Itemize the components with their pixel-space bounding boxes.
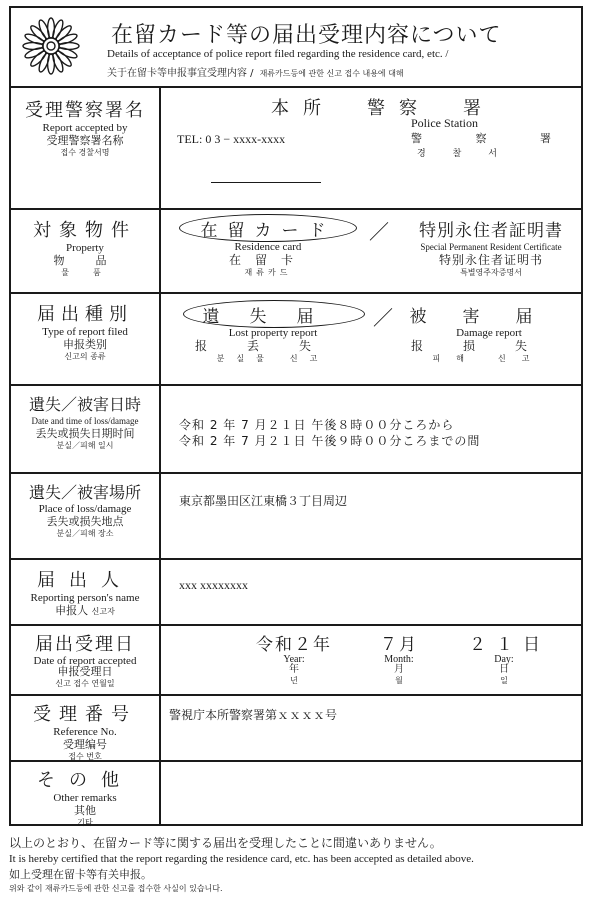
option-damage-report: [401, 302, 577, 365]
label-korean: 분실／피해 일시: [56, 441, 114, 450]
label-japanese: 届出種別: [37, 304, 133, 324]
label-japanese: その他: [37, 770, 133, 790]
option-english: Special Permanent Resident Certificate: [420, 242, 562, 252]
signature-line: [211, 182, 321, 183]
option-english: Lost property report: [228, 327, 318, 339]
label-korean: 기타: [77, 818, 93, 827]
option-korean: 피해 신고: [432, 354, 546, 363]
label-english: Date of report accepted: [33, 655, 137, 667]
label-chinese: 申报类别: [63, 338, 107, 351]
telephone-number: TEL: 0 3 − xxxx-xxxx: [177, 132, 286, 146]
property-row: [11, 210, 581, 294]
label-chinese: 物 品: [53, 254, 117, 267]
reporter-name: xxx xxxxxxxx: [179, 578, 248, 592]
label-english: Date and time of loss/damage: [31, 416, 139, 426]
acceptance-month: [369, 630, 429, 686]
loss-datetime-label: [11, 386, 161, 472]
option-chinese: 报损失: [410, 339, 567, 353]
other-remarks-value: [161, 762, 581, 824]
option-separator: ／: [373, 308, 393, 330]
datetime-until: 令和 2 年 7 月２１日 午後９時００分ころまでの間: [179, 434, 481, 448]
property-label: [11, 210, 161, 292]
month-english: Month:: [384, 654, 414, 665]
option-korean: 분실물 신고: [216, 354, 330, 363]
reference-number-value: [161, 696, 581, 760]
option-japanese: 特別永住者証明書: [419, 221, 563, 240]
label-japanese: 受理番号: [33, 704, 137, 724]
day-english: Day:: [494, 654, 514, 665]
chrysanthemum-crest-icon: [21, 16, 81, 76]
reporter-value: [161, 560, 581, 624]
label-english: Reference No.: [53, 726, 117, 738]
report-type-row: [11, 294, 581, 386]
option-korean: 특별영주자증명서: [460, 268, 522, 277]
label-japanese: 届出受理日: [35, 634, 135, 654]
label-chinese: 丢失或损失日期时间: [35, 427, 135, 440]
form-title-english: Details of acceptance of police report filed regarding the residence card, etc. /: [107, 48, 449, 60]
label-chinese-korean: [11, 604, 159, 618]
label-english: Other remarks: [53, 792, 117, 804]
option-english: Damage report: [456, 327, 522, 339]
day-chinese: 日: [499, 664, 509, 675]
option-english: Residence card: [234, 241, 302, 253]
option-japanese: 被害届: [409, 307, 569, 326]
certification-statement: [9, 834, 583, 896]
police-station-label: [11, 86, 161, 208]
label-korean: 접수 경찰서명: [60, 148, 110, 157]
form-title-chinese: 关于在留卡等申报事宜受理内容 /: [107, 68, 254, 79]
loss-place-address: 東京都墨田区江東橋３丁目周辺: [179, 494, 348, 508]
reporter-label: [11, 560, 161, 624]
label-korean: 신고자: [91, 607, 115, 616]
statement-chinese: 如上受理在留卡等有关申报。: [9, 868, 152, 881]
year-chinese: 年: [289, 664, 299, 675]
form-title-korean: 재류카드등에 관한 신고 접수 내용에 대해: [259, 69, 404, 78]
reference-number-label: [11, 696, 161, 760]
label-chinese: 丢失或损失地点: [46, 515, 124, 528]
year-value: 令和２年: [256, 635, 332, 654]
option-chinese: 在留卡: [228, 253, 307, 267]
label-english: Place of loss/damage: [38, 503, 132, 515]
option-special-permanent-resident: [401, 216, 581, 279]
other-remarks-label: [11, 762, 161, 827]
statement-japanese: 以上のとおり、在留カード等に関する届出を受理したことに間違いありません。: [9, 836, 442, 850]
year-english: Year:: [283, 654, 305, 665]
label-korean: 분실／피해 장소: [56, 529, 114, 538]
label-japanese: 届出人: [37, 570, 133, 590]
label-korean: 접수 번호: [68, 752, 102, 761]
police-station-name: 本所 警察 署: [271, 98, 495, 118]
loss-place-row: [11, 474, 581, 560]
acceptance-year: [249, 630, 339, 686]
police-station-value: [161, 86, 581, 208]
police-station-english: Police Station: [411, 116, 478, 130]
option-chinese: 特别永住者证明书: [438, 253, 543, 267]
ko-char: 서: [488, 149, 497, 159]
crest-petal: [54, 24, 73, 43]
acceptance-date-row: [11, 626, 581, 696]
loss-datetime-value: [161, 386, 581, 472]
option-korean: 재류카드: [244, 268, 292, 277]
crest-petal: [54, 49, 73, 68]
label-japanese: 遺失／被害場所: [28, 485, 141, 502]
month-value: ７月: [380, 635, 418, 654]
year-korean: 년: [290, 676, 298, 685]
day-korean: 일: [500, 676, 508, 685]
option-residence-card: [187, 216, 349, 279]
option-separator: ／: [369, 222, 389, 244]
police-station-chinese: [411, 130, 551, 146]
option-japanese: 遺失届: [202, 307, 344, 326]
ko-char: 경: [417, 149, 426, 159]
form-title-chinese-korean: [107, 64, 404, 79]
label-chinese: 受理警察署名称: [46, 134, 124, 147]
day-value: ２１日: [469, 635, 550, 654]
month-chinese: 月: [394, 664, 404, 675]
form-header: [11, 8, 581, 88]
reference-number-row: [11, 696, 581, 762]
option-chinese: 报丢失: [194, 339, 351, 353]
label-japanese: 受理警察署名: [25, 100, 145, 120]
loss-place-value: [161, 474, 581, 558]
label-korean: 물 품: [61, 268, 109, 277]
label-chinese: 申报人: [55, 604, 89, 617]
zh-char: 察: [475, 132, 487, 145]
certificate-form: [9, 6, 583, 826]
reference-number: 警視庁本所警察署第ｘｘｘｘ号: [169, 708, 338, 722]
label-japanese: 遺失／被害日時: [28, 397, 141, 414]
label-chinese: 其他: [74, 804, 96, 817]
report-type-label: [11, 294, 161, 384]
label-english: Property: [66, 242, 104, 254]
label-chinese: 受理编号: [63, 738, 107, 751]
crest-petal: [29, 49, 48, 68]
statement-korean: 위와 같이 재류카드등에 관한 신고를 접수한 사실이 있습니다.: [9, 884, 223, 893]
loss-datetime-row: [11, 386, 581, 474]
reporter-row: [11, 560, 581, 626]
label-korean: 신고의 종류: [64, 352, 106, 361]
police-station-row: [11, 86, 581, 210]
option-japanese: 在留カード: [200, 221, 336, 240]
label-english: Type of report filed: [42, 326, 128, 338]
property-options: [161, 210, 581, 292]
option-lost-property: [187, 302, 359, 365]
label-korean: 신고 접수 연월일: [55, 679, 115, 688]
loss-place-label: [11, 474, 161, 558]
statement-english: It is hereby certified that the report regarding the residence card, etc. has been accepted as detailed above.: [9, 853, 474, 865]
zh-char: 署: [540, 132, 551, 145]
label-chinese: 申报受理日: [57, 665, 113, 678]
acceptance-day: [469, 630, 550, 686]
form-title: 在留カード等の届出受理内容について: [111, 22, 502, 47]
crest-petal: [29, 24, 48, 43]
datetime-from: 令和 2 年 7 月２１日 午後８時００分ころから: [179, 418, 455, 432]
other-remarks-row: [11, 762, 581, 827]
report-type-options: [161, 294, 581, 384]
label-japanese: 対象物件: [33, 220, 137, 240]
label-english: Reporting person's name: [30, 592, 140, 604]
acceptance-date-label: [11, 626, 161, 694]
police-station-korean: [417, 146, 497, 159]
acceptance-date-value: [161, 626, 581, 694]
zh-char: 警: [411, 132, 422, 145]
month-korean: 월: [395, 676, 403, 685]
label-english: Report accepted by: [42, 122, 128, 134]
ko-char: 찰: [452, 149, 462, 159]
